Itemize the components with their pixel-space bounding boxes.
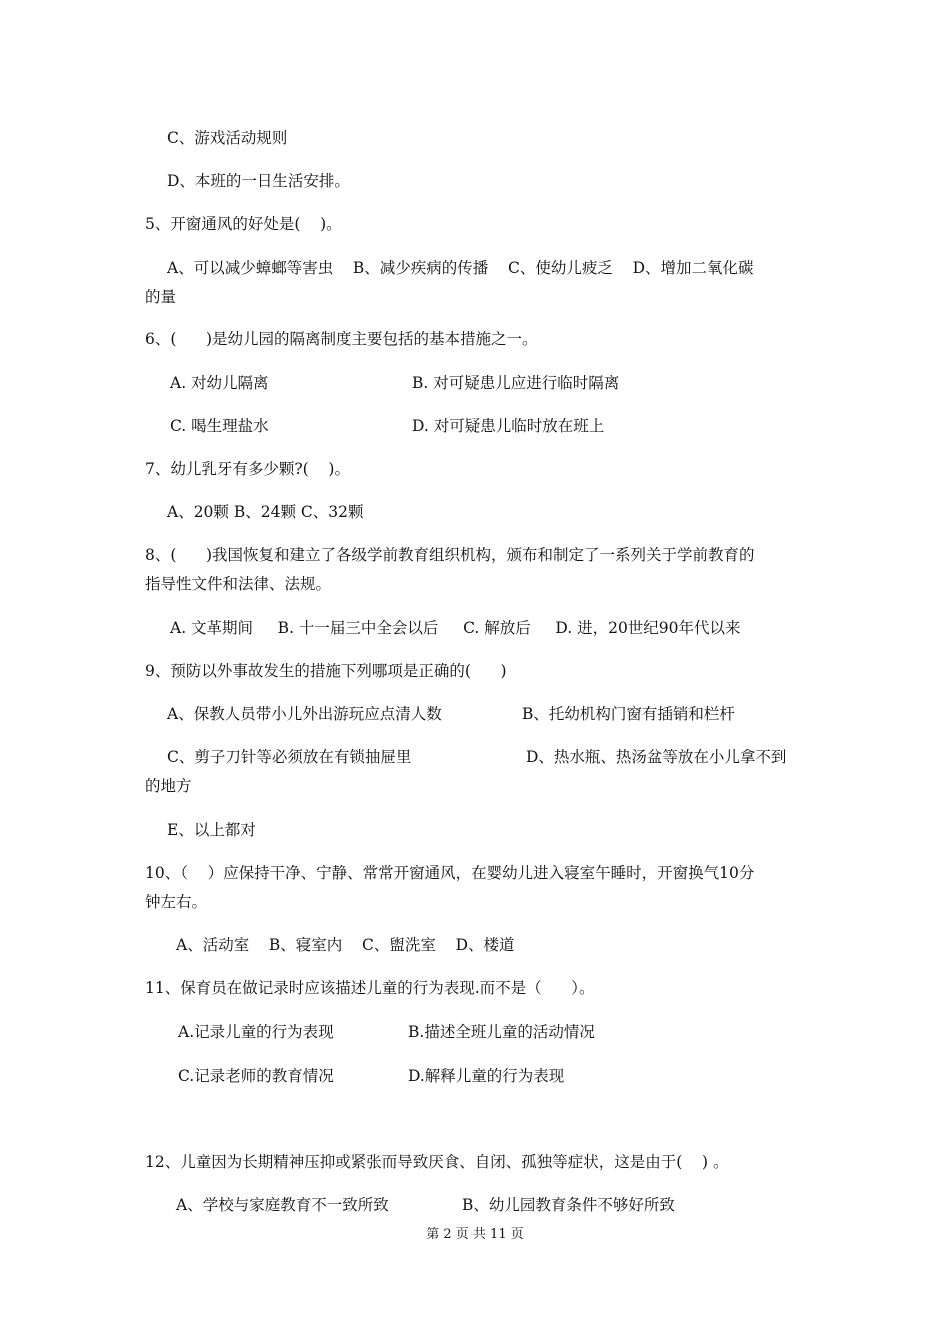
q10-options: A、活动室 B、寝室内 C、盥洗室 D、楼道	[176, 936, 515, 954]
page-footer: 第 2 页 共 11 页	[426, 1227, 524, 1242]
q9-option-d: D、热水瓶、热汤盆等放在小儿拿不到	[526, 748, 787, 766]
q4-option-c: C、游戏活动规则	[167, 129, 288, 147]
q9-option-e: E、以上都对	[167, 821, 256, 839]
q5-options-line2: 的量	[145, 288, 177, 306]
q9-option-d-continued: 的地方	[145, 777, 192, 795]
q6-option-c: C. 喝生理盐水	[170, 417, 269, 435]
q4-option-d: D、本班的一日生活安排。	[167, 172, 350, 190]
q8-options: A. 文革期间 B. 十一届三中全会以后 C. 解放后 D. 进，20世纪90年代以来	[170, 619, 741, 637]
q9-stem: 9、预防以外事故发生的措施下列哪项是正确的( )	[145, 662, 507, 680]
q6-option-b: B. 对可疑患儿应进行临时隔离	[412, 374, 620, 392]
q10-stem-line2: 钟左右。	[145, 893, 208, 911]
q8-stem-line1: 8、( )我国恢复和建立了各级学前教育组织机构，颁布和制定了一系列关于学前教育的	[145, 546, 755, 564]
q9-option-a: A、保教人员带小儿外出游玩应点清人数	[167, 705, 442, 723]
q6-stem: 6、( )是幼儿园的隔离制度主要包括的基本措施之一。	[145, 330, 538, 348]
q11-option-b: B.描述全班儿童的活动情况	[408, 1023, 595, 1041]
q12-stem: 12、儿童因为长期精神压抑或紧张而导致厌食、自闭、孤独等症状，这是由于( ) 。	[145, 1153, 729, 1171]
q7-stem: 7、幼儿乳牙有多少颗?( )。	[145, 460, 350, 478]
q6-option-a: A. 对幼儿隔离	[170, 374, 269, 392]
q12-option-a: A、学校与家庭教育不一致所致	[176, 1196, 389, 1214]
q11-option-c: C.记录老师的教育情况	[178, 1067, 334, 1085]
q11-option-a: A.记录儿童的行为表现	[178, 1023, 334, 1041]
q6-option-d: D. 对可疑患儿临时放在班上	[412, 417, 605, 435]
q11-stem: 11、保育员在做记录时应该描述儿童的行为表现.而不是（ ）。	[145, 979, 595, 997]
q5-stem: 5、开窗通风的好处是( )。	[145, 215, 342, 233]
q12-option-b: B、幼儿园教育条件不够好所致	[462, 1196, 675, 1214]
q9-option-b: B、托幼机构门窗有插销和栏杆	[522, 705, 735, 723]
q11-option-d: D.解释儿童的行为表现	[408, 1067, 565, 1085]
q9-option-c: C、剪子刀针等必须放在有锁抽屉里	[167, 748, 412, 766]
q7-options: A、20颗 B、24颗 C、32颗	[167, 503, 364, 521]
q8-stem-line2: 指导性文件和法律、法规。	[145, 575, 332, 593]
q10-stem-line1: 10、（ ）应保持干净、宁静、常常开窗通风，在婴幼儿进入寝室午睡时，开窗换气10分	[145, 864, 755, 882]
q5-options-line1: A、可以减少蟑螂等害虫 B、减少疾病的传播 C、使幼儿疲乏 D、增加二氧化碳	[167, 259, 754, 277]
